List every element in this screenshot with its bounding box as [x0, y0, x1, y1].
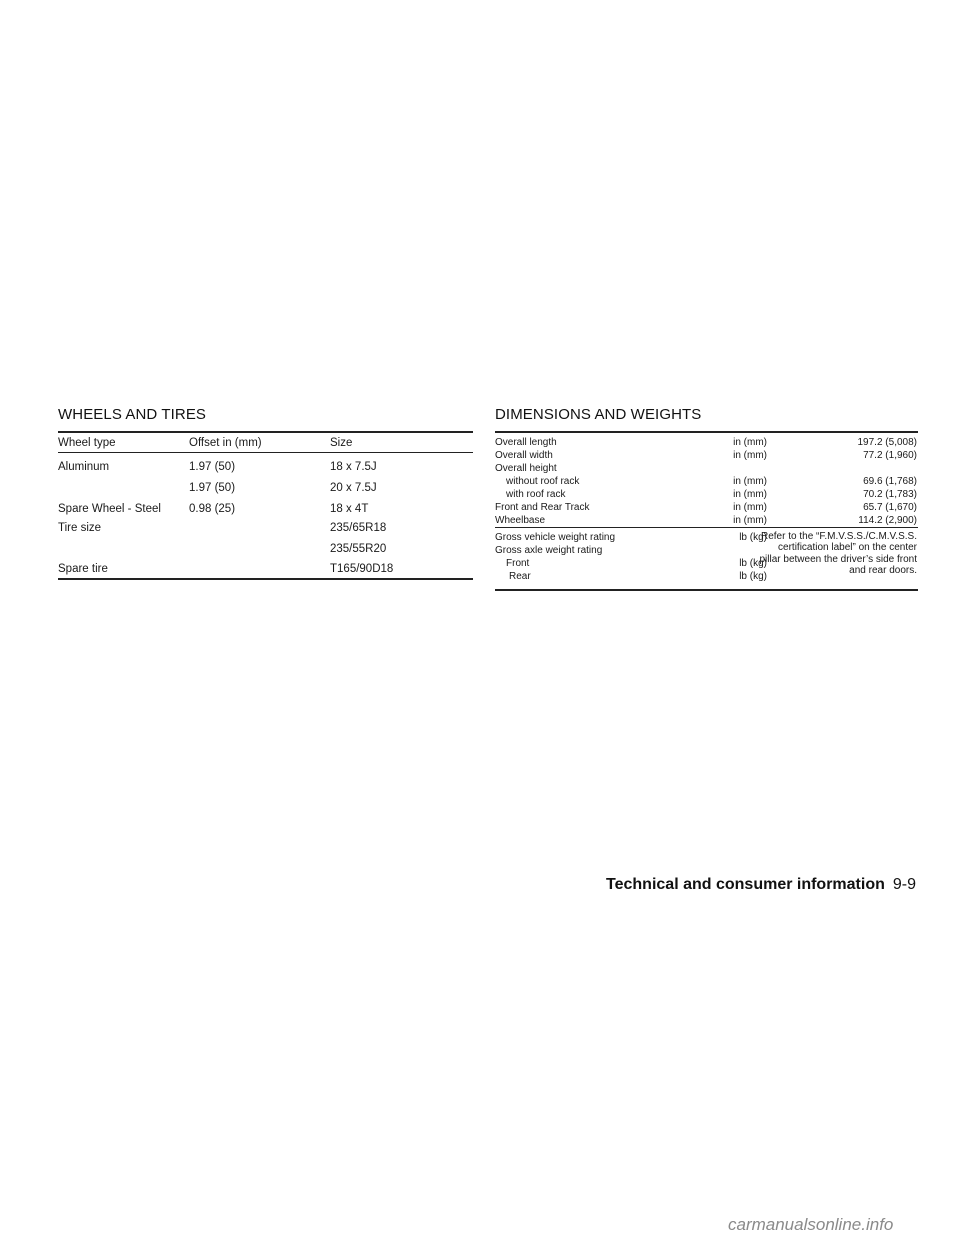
dimension-label: Overall width: [495, 450, 553, 461]
table-cell: Spare tire: [58, 563, 108, 575]
table-cell: 18 x 7.5J: [330, 461, 377, 473]
weight-label: Gross axle weight rating: [495, 545, 603, 556]
page-footer: [606, 876, 916, 894]
table-cell: Aluminum: [58, 461, 110, 473]
dimensions-weights-title: DIMENSIONS AND WEIGHTS: [495, 406, 702, 423]
table-cell: 1.97 (50): [189, 482, 236, 494]
table-cell: 20 x 7.5J: [330, 482, 377, 494]
weight-unit: lb (kg): [739, 558, 767, 569]
weight-unit: lb (kg): [739, 571, 767, 582]
table-cell: 1.97 (50): [189, 461, 236, 473]
dimensions-bottom-rule: [495, 589, 918, 591]
table-cell: 235/65R18: [330, 522, 387, 534]
wheels-header-size: Size: [330, 437, 353, 449]
dimension-value: 70.2 (1,783): [863, 489, 917, 500]
table-cell: T165/90D18: [330, 563, 394, 575]
dimension-value: 77.2 (1,960): [863, 450, 917, 461]
weight-unit: lb (kg): [739, 532, 767, 543]
dimension-value: 65.7 (1,670): [863, 502, 917, 513]
table-cell: 18 x 4T: [330, 503, 369, 515]
dimension-value: 69.6 (1,768): [863, 476, 917, 487]
dimension-label: with roof rack: [506, 489, 566, 500]
dimension-label: Overall height: [495, 463, 557, 474]
table-cell: Spare Wheel - Steel: [58, 503, 161, 515]
dimensions-mid-rule: [495, 527, 918, 528]
dimensions-top-rule: [495, 431, 918, 433]
table-cell: 235/55R20: [330, 543, 387, 555]
dimension-unit: in (mm): [733, 502, 767, 513]
dimension-value: 114.2 (2,900): [858, 515, 917, 526]
dimension-unit: in (mm): [733, 489, 767, 500]
wheels-header-offset: Offset in (mm): [189, 437, 262, 449]
watermark: carmanualsonline.info: [728, 1215, 894, 1234]
wheels-tires-title: WHEELS AND TIRES: [58, 406, 207, 423]
dimension-label: Wheelbase: [495, 515, 546, 526]
dimension-unit: in (mm): [733, 515, 767, 526]
weight-label: Rear: [509, 571, 531, 582]
weights-note: Refer to the “F.M.V.S.S./C.M.V.S.S. certification label” on the center pillar between the driver’s side front and rear doors.: [759, 531, 917, 576]
dimension-unit: in (mm): [733, 437, 767, 448]
weight-label: Gross vehicle weight rating: [495, 532, 616, 543]
table-cell: Tire size: [58, 522, 102, 534]
dimension-label: without roof rack: [506, 476, 580, 487]
wheels-bottom-rule: [58, 578, 473, 580]
dimension-value: 197.2 (5,008): [857, 437, 917, 448]
wheels-header-wheel-type: Wheel type: [58, 437, 116, 449]
footer-section-title: Technical and consumer information: [606, 876, 885, 893]
wheels-header-rule: [58, 452, 473, 453]
table-cell: 0.98 (25): [189, 503, 236, 515]
dimension-label: Front and Rear Track: [495, 502, 590, 513]
weight-label: Front: [506, 558, 530, 569]
page-number: 9-9: [892, 876, 916, 893]
dimension-unit: in (mm): [733, 450, 767, 461]
wheels-tires-top-rule: [58, 431, 473, 433]
dimension-label: Overall length: [495, 437, 557, 448]
dimension-unit: in (mm): [733, 476, 767, 487]
